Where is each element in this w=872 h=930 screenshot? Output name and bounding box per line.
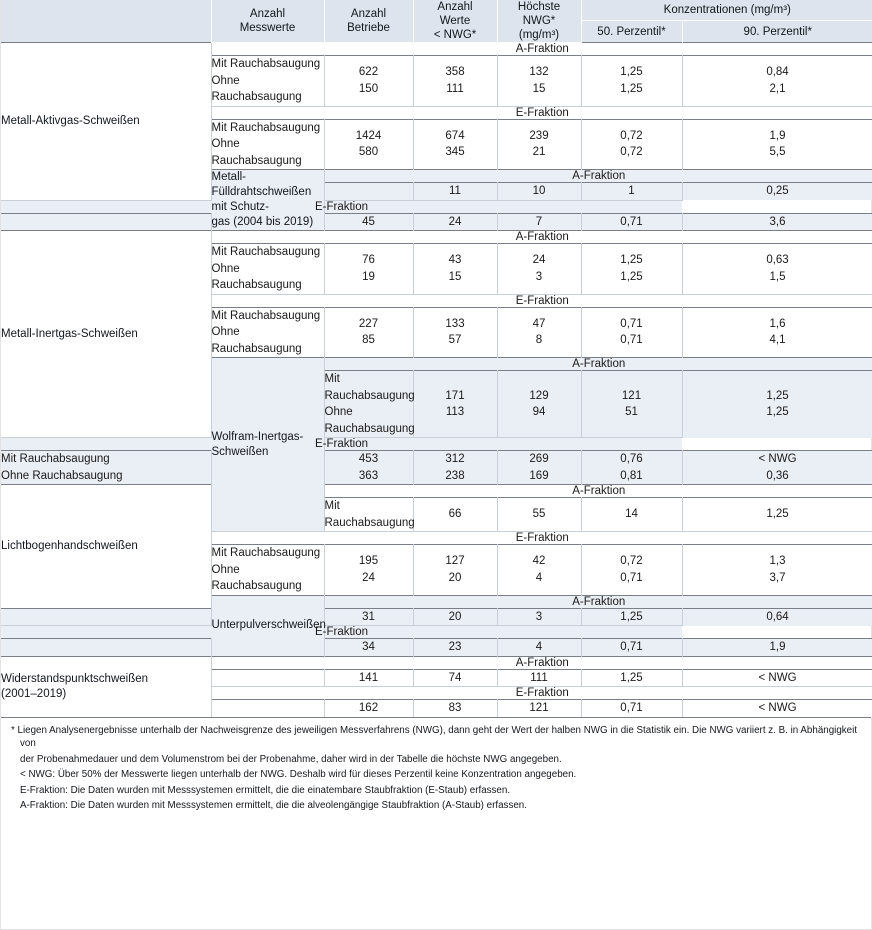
header-line: Anzahl bbox=[249, 8, 286, 20]
row-label bbox=[1, 639, 211, 656]
category-title-line: Lichtbogenhandschweißen bbox=[1, 539, 138, 552]
header-anzahl-betriebe bbox=[324, 0, 413, 43]
cell-anzahl-messwerte bbox=[324, 700, 413, 717]
fraktion-label: E-Fraktion bbox=[1, 438, 682, 451]
cell-value: 269 bbox=[529, 453, 549, 465]
cell-anzahl-betriebe bbox=[413, 700, 497, 717]
cell-value: 111 bbox=[530, 671, 548, 684]
cell-value: 42 bbox=[532, 555, 546, 568]
row-label-cell bbox=[1, 608, 211, 626]
cell-anzahl-messwerte bbox=[324, 213, 413, 231]
fraktion-label: E-Fraktion bbox=[211, 294, 872, 307]
cell-anzahl-messwerte bbox=[324, 307, 413, 358]
cell-value: 1,25 bbox=[766, 406, 789, 419]
cell-value: 4 bbox=[535, 641, 543, 653]
cell-hoechste-nwg bbox=[682, 498, 872, 532]
table-header bbox=[1, 0, 872, 43]
cell-value: 0,36 bbox=[766, 469, 789, 482]
cell-value: 24 bbox=[532, 254, 546, 267]
cell-value: 47 bbox=[532, 317, 546, 330]
cell-value: 74 bbox=[448, 671, 462, 684]
category-title-line: Widerstandspunktschweißen bbox=[1, 672, 149, 685]
row-label-cell bbox=[324, 498, 413, 532]
footnote-line: * Liegen Analysenergebnisse unterhalb der Nachweisgrenze des jeweiligen Messverfahrens (NWG), dann geht der Wert der halben NWG in die Statistik ein. Die NWG variiert z. B. in Abhängigkeit von bbox=[11, 724, 858, 749]
row-label: Mit Rauchabsaugung bbox=[211, 121, 321, 134]
cell-50-perzentil bbox=[682, 307, 872, 358]
row-label-cell bbox=[1, 639, 211, 657]
cell-value: 94 bbox=[532, 406, 546, 418]
cell-value: 113 bbox=[445, 406, 465, 418]
cell-value: 132 bbox=[529, 66, 549, 79]
cell-value: 1,25 bbox=[620, 82, 643, 95]
fraktion-label: A-Fraktion bbox=[324, 358, 872, 371]
header-line: Betriebe bbox=[347, 22, 390, 34]
fraktion-label: A-Fraktion bbox=[324, 595, 872, 608]
cell-value: 162 bbox=[358, 702, 379, 714]
cell-value: 15 bbox=[448, 270, 462, 283]
cell-value: 121 bbox=[529, 702, 549, 714]
cell-value: 358 bbox=[445, 66, 465, 79]
cell-hoechste-nwg bbox=[581, 307, 682, 358]
welding-exposure-table bbox=[1, 0, 872, 717]
row-label bbox=[212, 700, 324, 717]
cell-50-perzentil bbox=[682, 545, 872, 596]
cell-value: 20 bbox=[448, 610, 462, 623]
cell-value: < NWG bbox=[758, 453, 797, 465]
category-cell-metall-inertgas-schweissen bbox=[1, 231, 211, 438]
header-anzahl-messwerte bbox=[211, 0, 324, 43]
row-label: Mit Rauchabsaugung bbox=[211, 309, 321, 322]
cell-value: 239 bbox=[529, 129, 549, 142]
cell-hoechste-nwg bbox=[581, 213, 682, 231]
fraktion-row bbox=[1, 200, 872, 213]
cell-value: 20 bbox=[448, 571, 462, 584]
fraktion-row bbox=[1, 626, 872, 639]
cell-hoechste-nwg bbox=[581, 451, 682, 485]
fraktion-label: A-Fraktion bbox=[211, 43, 872, 56]
cell-value: < NWG bbox=[758, 702, 797, 714]
cell-value: 3 bbox=[535, 610, 543, 623]
row-label: Ohne Rauchabsaugung bbox=[211, 563, 302, 592]
cell-anzahl-betriebe bbox=[497, 498, 581, 532]
fraktion-label: E-Fraktion bbox=[1, 200, 682, 213]
cell-value: 453 bbox=[358, 453, 379, 465]
cell-value: 4,1 bbox=[769, 334, 786, 347]
header-line: Anzahl bbox=[437, 1, 473, 13]
category-title-line: Metall-Aktivgas-Schweißen bbox=[1, 114, 140, 127]
cell-value: 171 bbox=[445, 389, 465, 402]
category-title-line: Wolfram-Inertgas-Schweißen bbox=[211, 430, 304, 458]
cell-value: 227 bbox=[358, 317, 379, 330]
cell-hoechste-nwg bbox=[581, 608, 682, 626]
row-label-cell bbox=[324, 183, 413, 201]
cell-value: 0,84 bbox=[766, 66, 789, 79]
cell-value: 674 bbox=[445, 129, 465, 142]
row-label: Mit Rauchabsaugung bbox=[211, 58, 321, 70]
cell-value: 0,71 bbox=[620, 334, 643, 347]
cell-anzahl-werte-unter-nwg bbox=[497, 213, 581, 231]
footnote-line: E-Fraktion: Die Daten wurden mit Messsystemen ermittelt, die die einatembare Staubfraktion (E-Staub) erfassen. bbox=[20, 784, 511, 796]
row-label: Mit Rauchabsaugung bbox=[324, 500, 415, 529]
cell-anzahl-messwerte bbox=[324, 545, 413, 596]
cell-value: 4 bbox=[535, 571, 543, 584]
row-label bbox=[212, 670, 324, 687]
cell-value: 15 bbox=[532, 82, 546, 95]
footnotes bbox=[1, 717, 871, 823]
row-label: Mit Rauchabsaugung bbox=[211, 246, 321, 258]
cell-anzahl-messwerte bbox=[324, 608, 413, 626]
table-row bbox=[1, 451, 872, 485]
footnote-line: A-Fraktion: Die Daten wurden mit Messsystemen ermittelt, die die alveolengängige Staubfraktion (A-Staub) erfassen. bbox=[20, 800, 527, 811]
row-label-cell bbox=[211, 307, 324, 358]
row-label-cell bbox=[211, 119, 324, 170]
cell-value: 0,71 bbox=[620, 641, 643, 653]
category-title-line: gas (2004 bis 2019) bbox=[211, 216, 314, 228]
cell-value: 11 bbox=[449, 185, 461, 197]
cell-hoechste-nwg bbox=[581, 639, 682, 657]
header-line: Höchste bbox=[517, 1, 561, 13]
cell-value: 622 bbox=[358, 66, 379, 79]
cell-anzahl-betriebe bbox=[413, 213, 497, 231]
category-title-line: Unterpulverschweißen bbox=[211, 619, 326, 631]
cell-anzahl-betriebe bbox=[413, 244, 497, 295]
cell-value: 1424 bbox=[355, 129, 382, 142]
cell-value: 1,25 bbox=[766, 389, 789, 402]
cell-value: 0,71 bbox=[620, 571, 643, 584]
cell-value: 19 bbox=[362, 270, 375, 283]
cell-value: 129 bbox=[529, 389, 549, 402]
row-label-cell bbox=[211, 669, 324, 687]
row-label-cell bbox=[1, 451, 211, 485]
cell-value: 1,25 bbox=[620, 66, 643, 79]
cell-hoechste-nwg bbox=[581, 669, 682, 687]
cell-anzahl-werte-unter-nwg bbox=[497, 669, 581, 687]
cell-value: 1,25 bbox=[766, 508, 789, 521]
cell-anzahl-betriebe bbox=[413, 669, 497, 687]
cell-value: 21 bbox=[532, 146, 546, 159]
fraktion-label: A-Fraktion bbox=[324, 485, 872, 498]
table-row bbox=[1, 608, 872, 626]
cell-value: 3,6 bbox=[769, 215, 786, 228]
cell-anzahl-messwerte bbox=[324, 639, 413, 657]
row-label: Mit Rauchabsaugung bbox=[324, 373, 415, 402]
cell-anzahl-messwerte bbox=[324, 119, 413, 170]
cell-anzahl-werte-unter-nwg bbox=[581, 498, 682, 532]
cell-value: 141 bbox=[358, 671, 379, 684]
header-line: Messwerte bbox=[239, 22, 296, 34]
cell-hoechste-nwg bbox=[581, 119, 682, 170]
header-90-perzentil: 90. Perzentil* bbox=[682, 21, 872, 43]
row-label bbox=[1, 609, 211, 626]
header-line: NWG* bbox=[522, 15, 556, 27]
cell-50-perzentil bbox=[682, 639, 872, 657]
cell-anzahl-werte-unter-nwg bbox=[581, 371, 682, 438]
fraktion-label: E-Fraktion bbox=[211, 532, 872, 545]
header-line: Werte bbox=[439, 15, 471, 27]
cell-value: 121 bbox=[621, 389, 642, 402]
fraktion-row bbox=[1, 231, 872, 244]
cell-value: 1,25 bbox=[620, 671, 643, 684]
header-line: < NWG* bbox=[433, 29, 477, 41]
row-label: Ohne Rauchabsaugung bbox=[324, 406, 415, 435]
cell-value: 66 bbox=[448, 508, 462, 521]
table-row bbox=[1, 639, 872, 657]
cell-value: 24 bbox=[448, 215, 462, 228]
cell-value: 23 bbox=[448, 641, 462, 653]
cell-anzahl-werte-unter-nwg bbox=[497, 56, 581, 107]
cell-value: 3,7 bbox=[769, 571, 786, 584]
fraktion-row bbox=[1, 43, 872, 56]
cell-value: 238 bbox=[445, 469, 465, 482]
cell-value: 51 bbox=[625, 406, 638, 418]
header-line: Anzahl bbox=[350, 8, 387, 20]
cell-hoechste-nwg bbox=[581, 545, 682, 596]
cell-value: 83 bbox=[448, 702, 462, 714]
header-row-1 bbox=[1, 0, 872, 21]
cell-value: 0,72 bbox=[620, 555, 643, 568]
cell-anzahl-werte-unter-nwg bbox=[497, 307, 581, 358]
cell-anzahl-messwerte bbox=[413, 183, 497, 201]
cell-anzahl-betriebe bbox=[413, 451, 497, 485]
cell-value: 1,25 bbox=[620, 270, 643, 283]
cell-value: 5,5 bbox=[769, 146, 786, 159]
cell-value: 1,6 bbox=[769, 317, 786, 330]
cell-anzahl-messwerte bbox=[324, 669, 413, 687]
cell-value: 127 bbox=[445, 555, 465, 568]
cell-50-perzentil bbox=[682, 213, 872, 231]
fraktion-label: E-Fraktion bbox=[211, 106, 872, 119]
cell-value: 43 bbox=[448, 254, 462, 267]
cell-anzahl-werte-unter-nwg bbox=[497, 119, 581, 170]
cell-anzahl-werte-unter-nwg bbox=[497, 244, 581, 295]
cell-value: 14 bbox=[625, 508, 638, 521]
cell-value: 169 bbox=[529, 469, 549, 482]
table-body bbox=[1, 43, 872, 717]
cell-hoechste-nwg bbox=[581, 244, 682, 295]
cell-value: 0,25 bbox=[766, 185, 789, 198]
fraktion-label: E-Fraktion bbox=[211, 687, 872, 700]
cell-value: 580 bbox=[358, 146, 379, 159]
cell-value: 0,76 bbox=[620, 453, 643, 465]
category-cell-metall-aktivgas-schweissen bbox=[1, 43, 211, 201]
cell-anzahl-betriebe bbox=[413, 608, 497, 626]
cell-value: 133 bbox=[445, 317, 465, 330]
header-blank-cell bbox=[1, 0, 211, 43]
cell-value: 0,63 bbox=[766, 254, 789, 267]
row-label-cell bbox=[211, 545, 324, 596]
cell-value: 34 bbox=[362, 641, 375, 653]
fraktion-label: A-Fraktion bbox=[211, 231, 872, 244]
category-cell-lichtbogenhandschweissen bbox=[1, 485, 211, 609]
cell-anzahl-betriebe bbox=[413, 119, 497, 170]
category-title-line: (2001–2019) bbox=[1, 687, 67, 700]
cell-value: 345 bbox=[445, 146, 465, 159]
cell-anzahl-werte-unter-nwg bbox=[497, 545, 581, 596]
cell-value: 1,9 bbox=[769, 641, 786, 653]
cell-anzahl-messwerte bbox=[324, 56, 413, 107]
cell-anzahl-messwerte bbox=[324, 451, 413, 485]
category-cell-widerstandspunktschweissen bbox=[1, 656, 211, 717]
cell-value: 1,9 bbox=[769, 129, 786, 142]
cell-value: 57 bbox=[448, 334, 462, 347]
cell-50-perzentil bbox=[682, 700, 872, 717]
category-title-line: Metall-Fülldrahtschweißen mit Schutz- bbox=[211, 171, 312, 213]
cell-anzahl-betriebe bbox=[497, 371, 581, 438]
cell-value: 76 bbox=[362, 254, 375, 267]
cell-value: 195 bbox=[358, 555, 379, 568]
cell-anzahl-werte-unter-nwg bbox=[497, 700, 581, 717]
cell-value: 2,1 bbox=[769, 82, 786, 95]
cell-anzahl-betriebe bbox=[413, 639, 497, 657]
cell-value: 8 bbox=[535, 334, 543, 347]
cell-anzahl-betriebe bbox=[413, 545, 497, 596]
cell-value: 1,25 bbox=[620, 254, 643, 267]
cell-hoechste-nwg bbox=[581, 56, 682, 107]
category-title-line: Metall-Inertgas-Schweißen bbox=[1, 327, 138, 340]
row-label: Ohne Rauchabsaugung bbox=[211, 262, 302, 291]
table-row bbox=[1, 213, 872, 231]
footnote-line: < NWG: Über 50% der Messwerte liegen unterhalb der NWG. Deshalb wird für dieses Perzentil keine Konzentration angegeben. bbox=[20, 769, 577, 780]
cell-value: 363 bbox=[358, 469, 379, 482]
row-label: Mit Rauchabsaugung bbox=[211, 547, 321, 559]
cell-value: 85 bbox=[362, 334, 375, 347]
row-label bbox=[1, 214, 211, 231]
cell-50-perzentil bbox=[682, 669, 872, 687]
cell-value: 0,71 bbox=[620, 215, 643, 228]
header-50-perzentil: 50. Perzentil* bbox=[581, 21, 682, 43]
header-line: (mg/m³) bbox=[518, 29, 560, 41]
cell-anzahl-messwerte bbox=[413, 498, 497, 532]
cell-value: 0,71 bbox=[620, 702, 643, 714]
cell-anzahl-betriebe bbox=[413, 307, 497, 358]
row-label: Ohne Rauchabsaugung bbox=[1, 469, 123, 482]
cell-value: 0,81 bbox=[620, 469, 643, 482]
row-label-cell bbox=[1, 213, 211, 231]
header-hoechste-nwg bbox=[497, 0, 581, 43]
header-anzahl-werte-unter-nwg bbox=[413, 0, 497, 43]
cell-50-perzentil bbox=[682, 244, 872, 295]
cell-value: 24 bbox=[362, 571, 375, 584]
cell-value: 150 bbox=[358, 82, 379, 95]
fraktion-label: A-Fraktion bbox=[324, 170, 872, 183]
row-label-cell bbox=[211, 244, 324, 295]
cell-anzahl-werte-unter-nwg bbox=[581, 183, 682, 201]
fraktion-row bbox=[1, 485, 872, 498]
cell-50-perzentil bbox=[682, 119, 872, 170]
cell-value: 10 bbox=[532, 185, 546, 197]
cell-anzahl-werte-unter-nwg bbox=[497, 608, 581, 626]
cell-value: < NWG bbox=[758, 671, 797, 684]
cell-value: 111 bbox=[446, 82, 464, 95]
cell-50-perzentil bbox=[682, 56, 872, 107]
footnote-line: der Probenahmedauer und dem Volumenstrom bei der Probenahme, daher wird in der Tabelle die höchste NWG angegeben. bbox=[20, 753, 562, 765]
cell-anzahl-werte-unter-nwg bbox=[497, 451, 581, 485]
cell-value: 55 bbox=[532, 508, 546, 521]
cell-value: 0,64 bbox=[766, 610, 789, 623]
row-label bbox=[325, 183, 413, 200]
cell-value: 312 bbox=[445, 453, 465, 465]
row-label: Mit Rauchabsaugung bbox=[1, 453, 110, 465]
cell-anzahl-messwerte bbox=[413, 371, 497, 438]
row-label: Ohne Rauchabsaugung bbox=[211, 74, 302, 103]
cell-value: 3 bbox=[535, 270, 543, 283]
row-label-cell bbox=[211, 700, 324, 717]
fraktion-row bbox=[1, 656, 872, 669]
cell-value: 0,72 bbox=[620, 129, 643, 142]
cell-value: 1,5 bbox=[769, 270, 786, 283]
fraktion-label: A-Fraktion bbox=[211, 656, 872, 669]
cell-anzahl-messwerte bbox=[324, 244, 413, 295]
cell-anzahl-betriebe bbox=[497, 183, 581, 201]
row-label-cell bbox=[211, 56, 324, 107]
cell-hoechste-nwg bbox=[682, 371, 872, 438]
cell-value: 1,25 bbox=[620, 610, 643, 623]
cell-value: 0,72 bbox=[620, 146, 643, 159]
fraktion-label: E-Fraktion bbox=[1, 626, 682, 639]
cell-value: 0,71 bbox=[620, 317, 643, 330]
cell-value: 1 bbox=[628, 185, 635, 197]
fraktion-row bbox=[1, 438, 872, 451]
category-cell-unterpulverschweissen bbox=[211, 595, 324, 656]
cell-anzahl-werte-unter-nwg bbox=[497, 639, 581, 657]
cell-value: 7 bbox=[535, 215, 543, 228]
cell-value: 31 bbox=[362, 610, 375, 623]
cell-50-perzentil bbox=[682, 608, 872, 626]
row-label: Ohne Rauchabsaugung bbox=[211, 138, 302, 167]
cell-anzahl-betriebe bbox=[413, 56, 497, 107]
header-group-konzentrationen: Konzentrationen (mg/m³) bbox=[581, 0, 872, 21]
cell-value: 1,3 bbox=[769, 555, 786, 568]
cell-hoechste-nwg bbox=[581, 700, 682, 717]
row-label: Ohne Rauchabsaugung bbox=[211, 326, 302, 355]
cell-50-perzentil bbox=[682, 451, 872, 485]
cell-value: 45 bbox=[362, 215, 375, 228]
cell-hoechste-nwg bbox=[682, 183, 872, 201]
row-label-cell bbox=[324, 371, 413, 438]
